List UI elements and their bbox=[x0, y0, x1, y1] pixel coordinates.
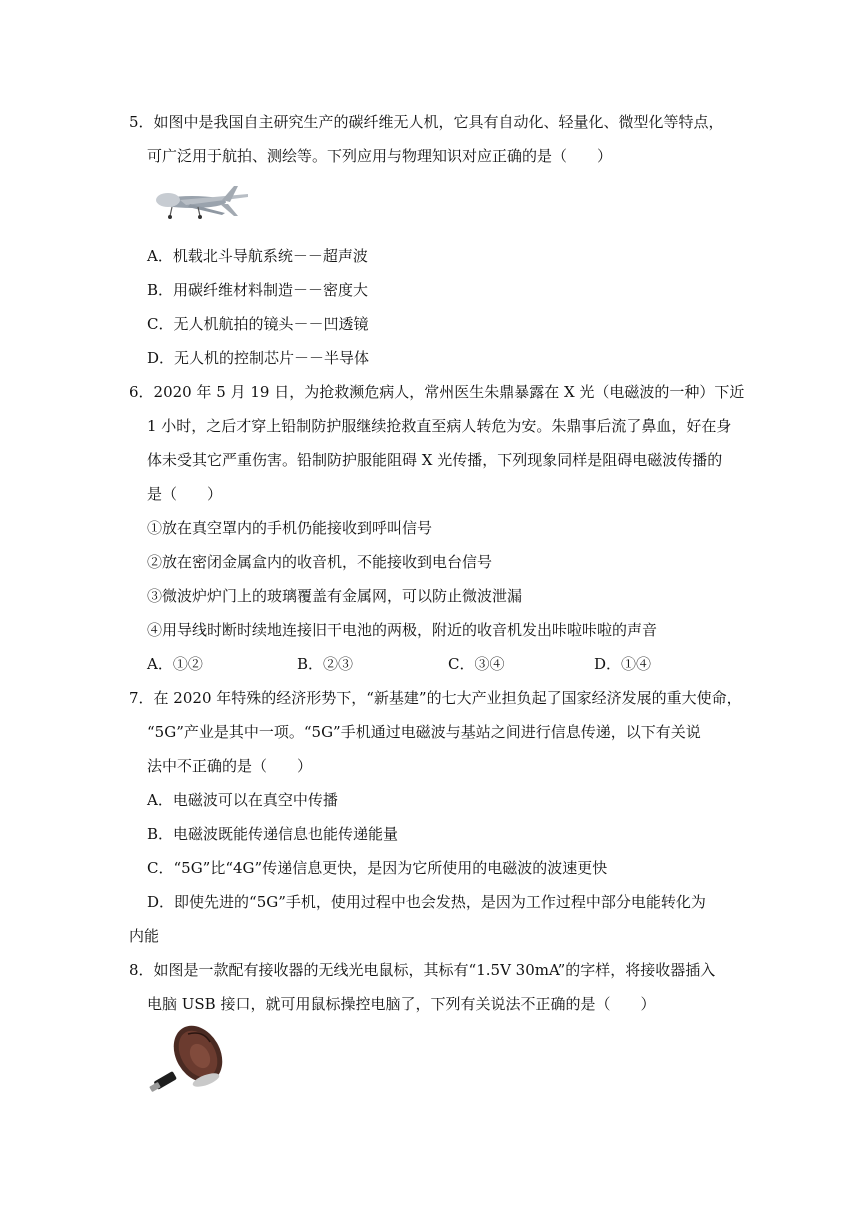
q7-line2: “5G”产业是其中一项。“5G”手机通过电磁波与基站之间进行信息传递，以下有关说 bbox=[147, 723, 701, 741]
q7-option-d-continued: 内能 bbox=[129, 927, 160, 945]
q5-option-b: B．用碳纤维材料制造－－密度大 bbox=[147, 281, 369, 299]
q6-line2: 1 小时，之后才穿上铅制防护服继续抢救直至病人转危为安。朱鼎事后流了鼻血，好在身 bbox=[147, 417, 732, 435]
q7-option-d: D．即使先进的“5G”手机，使用过程中也会发热，是因为工作过程中部分电能转化为 bbox=[147, 893, 706, 911]
q5-line2: 可广泛用于航拍、测绘等。下列应用与物理知识对应正确的是（ ） bbox=[147, 147, 613, 165]
q7-option-a: A．电磁波可以在真空中传播 bbox=[147, 791, 338, 809]
q7-line1: 7．在 2020 年特殊的经济形势下，“新基建”的七大产业担负起了国家经济发展的重大使命， bbox=[129, 689, 742, 707]
q7-option-b: B．电磁波既能传递信息也能传递能量 bbox=[147, 825, 399, 843]
q8-line2: 电脑 USB 接口，就可用鼠标操控电脑了，下列有关说法不正确的是（ ） bbox=[147, 995, 656, 1013]
q6-option-b: B．②③ bbox=[297, 655, 354, 673]
q5-option-d: D．无人机的控制芯片－－半导体 bbox=[147, 349, 370, 367]
q6-line3: 体未受其它严重伤害。铅制防护服能阻碍 X 光传播，下列现象同样是阻碍电磁波传播的 bbox=[147, 451, 723, 469]
q7-line3: 法中不正确的是（ ） bbox=[147, 757, 313, 775]
q6-line1: 6．2020 年 5 月 19 日，为抢救濒危病人，常州医生朱鼎暴露在 X 光（电磁波的一种）下近 bbox=[129, 383, 745, 401]
q5-line1: 5．如图中是我国自主研究生产的碳纤维无人机，它具有自动化、轻量化、微型化等特点， bbox=[129, 113, 724, 131]
q6-statement-3: ③微波炉炉门上的玻璃覆盖有金属网，可以防止微波泄漏 bbox=[147, 587, 523, 605]
q6-statement-2: ②放在密闭金属盒内的收音机，不能接收到电台信号 bbox=[147, 553, 493, 571]
q6-option-a: A．①② bbox=[147, 655, 203, 673]
mouse-image bbox=[148, 1022, 228, 1098]
q6-statement-1: ①放在真空罩内的手机仍能接收到呼叫信号 bbox=[147, 519, 433, 537]
q6-option-c: C．③④ bbox=[448, 655, 505, 673]
q6-line4: 是（ ） bbox=[147, 485, 223, 503]
q5-option-a: A．机载北斗导航系统－－超声波 bbox=[147, 247, 368, 265]
q5-option-c: C．无人机航拍的镜头－－凹透镜 bbox=[147, 315, 369, 333]
drone-image bbox=[150, 180, 250, 225]
q7-option-c: C．“5G”比“4G”传递信息更快，是因为它所使用的电磁波的波速更快 bbox=[147, 859, 608, 877]
q8-line1: 8．如图是一款配有接收器的无线光电鼠标，其标有“1.5V 30mA”的字样，将接收器插入 bbox=[129, 961, 716, 979]
q6-option-d: D．①④ bbox=[594, 655, 652, 673]
q6-statement-4: ④用导线时断时续地连接旧干电池的两极，附近的收音机发出咔啦咔啦的声音 bbox=[147, 621, 658, 639]
